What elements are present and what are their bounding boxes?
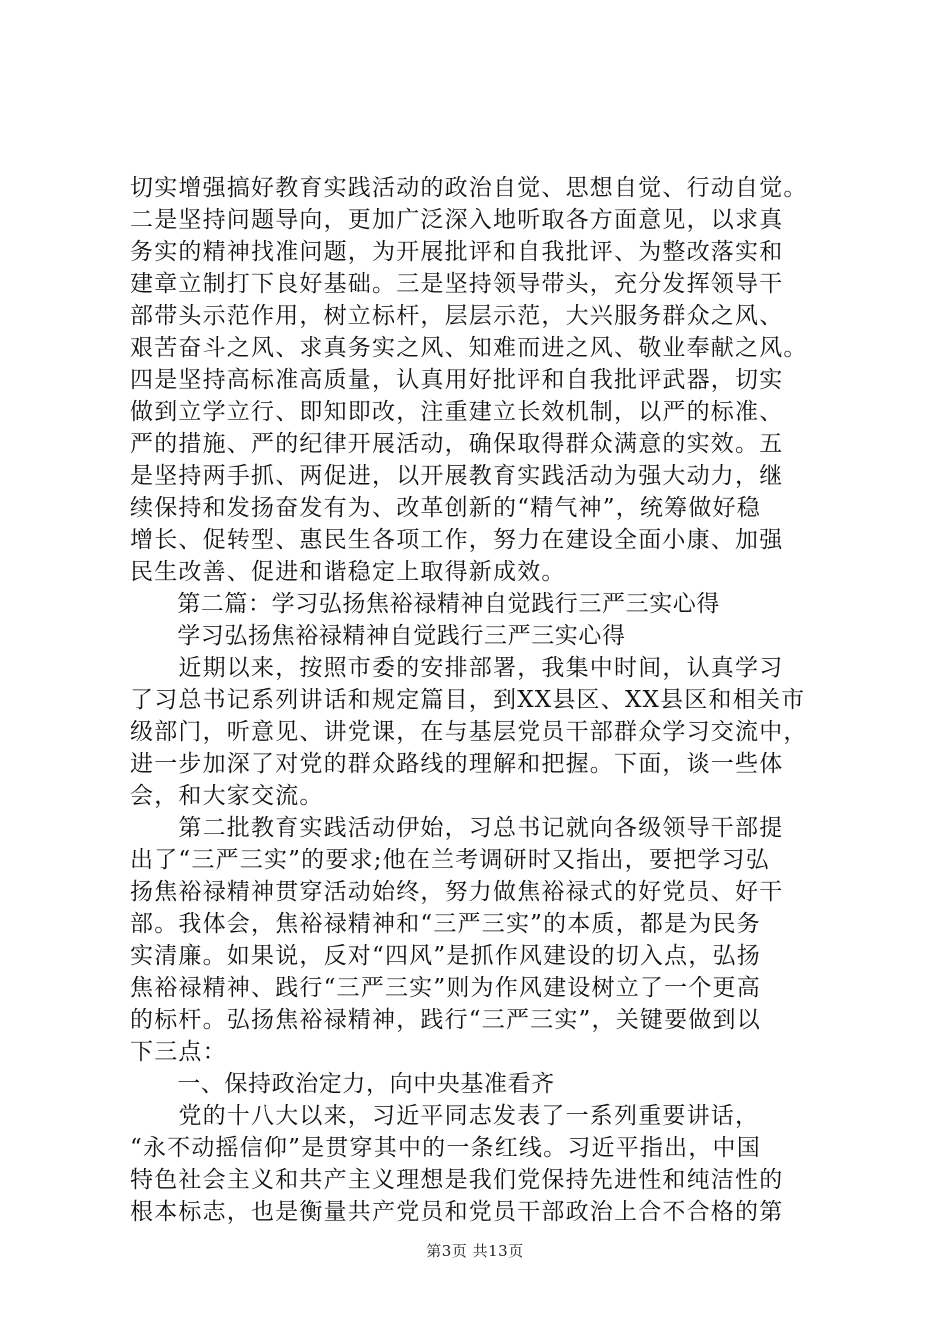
text-line: 艰苦奋斗之风、求真务实之风、知难而进之风、敬业奉献之风。 (130, 335, 808, 361)
text-line: 增长、促转型、惠民生各项工作，努力在建设全面小康、加强 (130, 527, 784, 553)
text-line: 部。我体会，焦裕禄精神和“三严三实”的本质，都是为民务 (130, 911, 761, 937)
text-line: 的标杆。弘扬焦裕禄精神，践行“三严三实”，关键要做到以 (130, 1007, 761, 1033)
page-number-footer: 第3页 共13页 (426, 1242, 524, 1260)
subsection-heading: 一、保持政治定力，向中央基准看齐 (130, 1071, 555, 1097)
text-line: 焦裕禄精神、践行“三严三实”则为作风建设树立了一个更高 (130, 975, 761, 1001)
text-line: 下三点： (130, 1039, 227, 1065)
text-line: 级部门，听意见、讲党课，在与基层党员干部群众学习交流中， (130, 719, 808, 745)
text-line: “永不动摇信仰”是贯穿其中的一条红线。习近平指出，中国 (130, 1135, 761, 1161)
text-line: 做到立学立行、即知即改，注重建立长效机制，以严的标准、 (130, 399, 784, 425)
text-line: 会，和大家交流。 (130, 783, 324, 809)
text-line: 扬焦裕禄精神贯穿活动始终，努力做焦裕禄式的好党员、好干 (130, 879, 784, 905)
text-line: 是坚持两手抓、两促进，以开展教育实践活动为强大动力，继 (130, 463, 784, 489)
text-line: 二是坚持问题导向，更加广泛深入地听取各方面意见，以求真 (130, 207, 784, 233)
text-line: 严的措施、严的纪律开展活动，确保取得群众满意的实效。五 (130, 431, 784, 457)
text-line: 建章立制打下良好基础。三是坚持领导带头，充分发挥领导干 (130, 271, 784, 297)
text-line: 民生改善、促进和谐稳定上取得新成效。 (130, 559, 566, 585)
text-line: 特色社会主义和共产主义理想是我们党保持先进性和纯洁性的 (130, 1167, 784, 1193)
text-line: 切实增强搞好教育实践活动的政治自觉、思想自觉、行动自觉。 (130, 175, 808, 201)
text-line: 进一步加深了对党的群众路线的理解和把握。下面，谈一些体 (130, 751, 784, 777)
text-line: 四是坚持高标准高质量，认真用好批评和自我批评武器，切实 (130, 367, 784, 393)
text-line: 出了“三严三实”的要求;他在兰考调研时又指出，要把学习弘 (130, 847, 770, 873)
text-line: 部带头示范作用，树立标杆，层层示范，大兴服务群众之风、 (130, 303, 784, 329)
text-line: 了习总书记系列讲话和规定篇目，到XX县区、XX县区和相关市 (130, 687, 806, 713)
text-line: 根本标志，也是衡量共产党员和党员干部政治上合不合格的第 (130, 1199, 784, 1225)
section-heading: 第二篇：学习弘扬焦裕禄精神自觉践行三严三实心得 (130, 591, 720, 617)
document-body (130, 172, 830, 1228)
text-line: 务实的精神找准问题，为开展批评和自我批评、为整改落实和 (130, 239, 784, 265)
text-line: 近期以来，按照市委的安排部署，我集中时间，认真学习 (130, 655, 784, 681)
text-line: 实清廉。如果说，反对“四风”是抓作风建设的切入点，弘扬 (130, 943, 761, 969)
text-line: 续保持和发扬奋发有为、改革创新的“精气神”，统筹做好稳 (130, 495, 761, 521)
text-line: 第二批教育实践活动伊始，习总书记就向各级领导干部提 (130, 815, 784, 841)
text-line: 党的十八大以来，习近平同志发表了一系列重要讲话， (130, 1103, 760, 1129)
article-title: 学习弘扬焦裕禄精神自觉践行三严三实心得 (130, 623, 626, 649)
